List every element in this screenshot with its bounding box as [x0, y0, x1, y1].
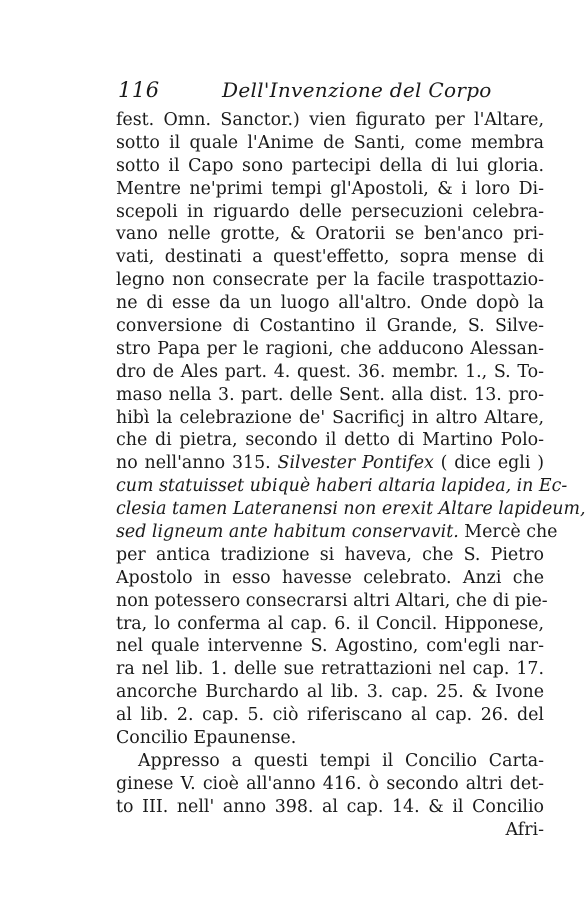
line-text: hibì la celebrazione de' Sacrificj in altro Altare, — [116, 407, 544, 428]
text-line — [116, 292, 544, 315]
line-text: Concilio Epaunense. — [116, 728, 297, 749]
text-line — [116, 109, 544, 132]
text-line — [116, 727, 544, 750]
line-text: Apostolo in esso havesse celebrato. Anzi che — [116, 567, 544, 588]
text-line — [116, 773, 544, 796]
text-line — [116, 498, 585, 521]
running-title: Dell'Invenzione del Corpo — [222, 78, 492, 102]
line-text: vati, destinati a quest'effetto, sopra mense di — [116, 247, 544, 268]
line-text: scepoli in riguardo delle persecuzioni celebra- — [116, 201, 544, 222]
line-text: ne di esse da un luogo all'altro. Onde dopò la — [116, 293, 544, 314]
line-text-after: Mercè che — [464, 522, 558, 543]
text-line — [116, 246, 544, 269]
line-text: al lib. 2. cap. 5. ciò riferiscano al cap. 26. del — [116, 705, 544, 726]
text-line — [116, 750, 544, 773]
text-line — [116, 178, 544, 201]
body-text — [116, 109, 585, 842]
text-line — [116, 452, 544, 475]
text-line — [116, 384, 544, 407]
line-text: vano nelle grotte, & Oratorii se ben'anco pri- — [116, 224, 544, 245]
text-line — [116, 819, 544, 842]
text-line — [116, 544, 544, 567]
line-text: dro de Ales part. 4. quest. 36. membr. 1., S. To- — [116, 361, 544, 382]
text-line — [116, 475, 568, 498]
latin-quote: clesia tamen Lateranensi non erexit Altare lapideum, — [116, 499, 585, 520]
line-text: Afri- — [505, 819, 544, 840]
text-line — [116, 407, 544, 430]
text-line — [116, 155, 544, 178]
line-text: legno non consecrate per la facile traspottazio- — [116, 270, 544, 291]
text-line — [116, 132, 544, 155]
text-line — [116, 704, 544, 727]
text-line — [116, 658, 544, 681]
line-text: to III. nell' anno 398. al cap. 14. & il Concilio — [116, 796, 544, 817]
line-text: per antica tradizione si haveva, che S. Pietro — [116, 544, 544, 565]
line-text: nel quale intervenne S. Agostino, com'egli nar- — [116, 636, 544, 657]
text-line — [116, 521, 558, 544]
line-text: ancorche Burchardo al lib. 3. cap. 25. & Ivone — [116, 682, 544, 703]
text-line — [116, 223, 544, 246]
line-text: ginese V. cioè all'anno 416. ò secondo altri det- — [116, 773, 544, 794]
text-line — [116, 201, 544, 224]
page-number: 116 — [118, 78, 160, 102]
text-line — [116, 338, 544, 361]
text-line — [116, 269, 544, 292]
text-line — [116, 567, 544, 590]
text-line — [116, 429, 544, 452]
line-text-after: ( dice egli ) — [440, 453, 545, 474]
latin-quote: Silvester Pontifex — [277, 453, 434, 474]
line-text: Mentre ne'primi tempi gl'Apostoli, & i loro Di- — [116, 178, 544, 199]
line-text: non potessero consecrarsi altri Altari, che di pie- — [116, 590, 548, 611]
text-line — [116, 681, 544, 704]
line-text: ra nel lib. 1. delle sue retrattazioni nel cap. 17. — [116, 659, 544, 680]
line-text: Appresso a questi tempi il Concilio Carta- — [138, 750, 544, 771]
line-text: sotto il quale l'Anime de Santi, come membra — [116, 132, 544, 153]
text-line — [116, 796, 544, 819]
latin-quote: sed ligneum ante habitum conservavit. — [116, 522, 459, 543]
line-text: fest. Omn. Sanctor.) vien figurato per l'Altare, — [116, 110, 544, 130]
line-text: sotto il Capo sono partecipi della di lui gloria. — [116, 155, 544, 176]
text-line — [116, 635, 544, 658]
line-text: no nell'anno 315. — [116, 453, 271, 474]
line-text: conversione di Costantino il Grande, S. Silve- — [116, 316, 544, 337]
line-text: tra, lo conferma al cap. 6. il Concil. Hipponese, — [116, 613, 544, 634]
text-line — [116, 613, 544, 636]
latin-quote: cum statuisset ubiquè haberi altaria lapidea, in Ec- — [116, 476, 568, 497]
line-text: maso nella 3. part. delle Sent. alla dist. 13. pro- — [116, 384, 544, 405]
page-header — [118, 78, 492, 104]
text-line — [116, 361, 544, 384]
line-text: che di pietra, secondo il detto di Martino Polo- — [116, 430, 544, 451]
text-line — [116, 590, 548, 613]
line-text: stro Papa per le ragioni, che adducono Alessan- — [116, 338, 544, 359]
text-line — [116, 315, 544, 338]
